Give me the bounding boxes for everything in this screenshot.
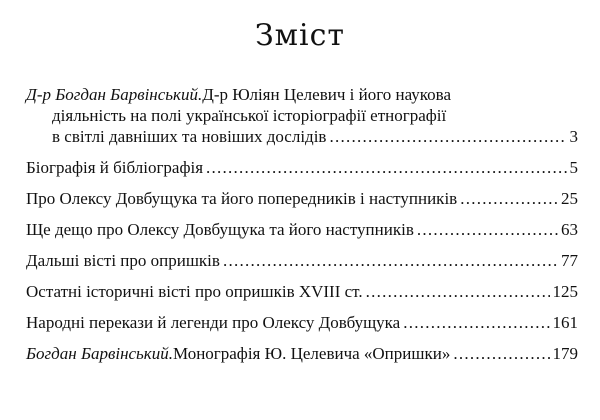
toc-entry-7 xyxy=(26,312,578,333)
toc-entry-3 xyxy=(26,188,578,209)
toc-page-number: 63 xyxy=(561,220,578,239)
toc-page-number: 161 xyxy=(552,313,578,332)
toc-entry-title: Д-р Юліян Целевич і його наукова xyxy=(202,85,452,104)
toc-page-number: 77 xyxy=(561,251,578,270)
page-title: Зміст xyxy=(254,18,346,53)
toc-page-number: 125 xyxy=(552,282,578,301)
toc-page-number: 5 xyxy=(569,158,578,177)
dot-leader xyxy=(223,250,558,271)
dot-leader xyxy=(329,126,566,147)
toc-entry-title: Народні перекази й легенди про Олексу Довбущука xyxy=(26,313,401,332)
toc-entry-title: Про Олексу Довбущука та його попередників і наступників xyxy=(26,189,458,208)
toc-entry-author: Богдан Барвінський. xyxy=(26,344,173,363)
toc-entry-title-continued: діяльність на полі української історіографії етнографії xyxy=(52,106,447,125)
dot-leader xyxy=(460,188,558,209)
toc-entry-title: Дальші вісті про опришків xyxy=(26,251,220,270)
toc-entry-title: Монографія Ю. Целевича «Опришки» xyxy=(173,344,451,363)
toc-entry-title-continued: в світлі давніших та новіших дослідів xyxy=(52,127,327,146)
toc-page-number: 25 xyxy=(561,189,578,208)
dot-leader xyxy=(417,219,558,240)
toc-entry-1 xyxy=(26,84,578,147)
dot-leader xyxy=(403,312,549,333)
toc-entry-author: Д-р Богдан Барвінський. xyxy=(26,85,203,104)
toc-entry-1-line-2 xyxy=(26,105,578,126)
dot-leader xyxy=(366,281,550,302)
toc-entry-4 xyxy=(26,219,578,240)
table-of-contents xyxy=(26,84,578,364)
toc-entry-5 xyxy=(26,250,578,271)
toc-entry-6 xyxy=(26,281,578,302)
dot-leader xyxy=(453,343,549,364)
toc-page-number: 3 xyxy=(569,127,578,146)
toc-entry-8 xyxy=(26,343,578,364)
dot-leader xyxy=(206,157,566,178)
toc-page-number: 179 xyxy=(552,344,578,363)
toc-entry-1-line-3 xyxy=(26,126,578,147)
toc-entry-title: Біографія й бібліографія xyxy=(26,158,204,177)
toc-entry-title: Остатні історичні вісті про опришків XVIII ст. xyxy=(26,282,363,301)
toc-entry-2 xyxy=(26,157,578,178)
toc-entry-1-line-1 xyxy=(26,84,578,105)
toc-entry-title: Ще дещо про Олексу Довбущука та його наступників xyxy=(26,220,414,239)
